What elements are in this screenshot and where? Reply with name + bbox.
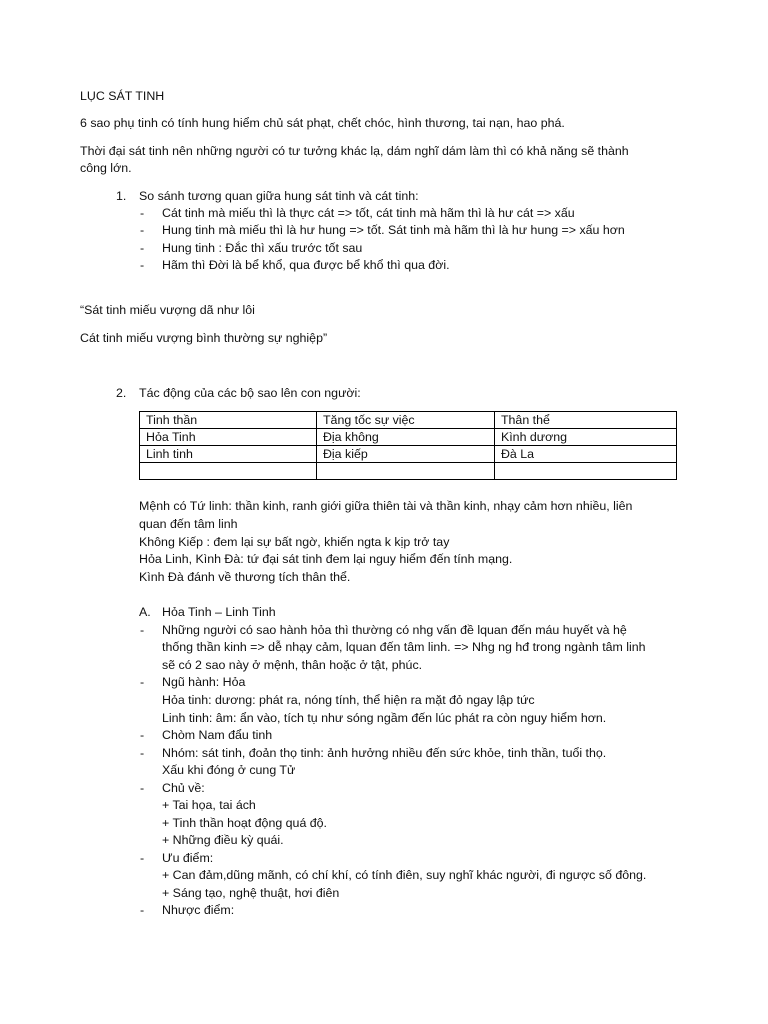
note-line: quan đến tâm linh [139, 517, 238, 531]
bullet-dash: - [140, 206, 145, 220]
section-a-line: Xấu khi đóng ở cung Tử [162, 763, 296, 777]
section-a-line: thống thần kinh => dễ nhạy cảm, lquan đến tâm linh. => Nhg ng hđ trong ngành tâm linh [162, 640, 646, 654]
section-a-line: Chủ về: [162, 781, 205, 795]
table-row [140, 412, 677, 429]
section-a-line: + Sáng tạo, nghệ thuật, hơi điên [162, 886, 340, 900]
section-a-line: + Những điều kỳ quái. [162, 833, 284, 847]
section-a-line: + Tinh thần hoạt động quá độ. [162, 816, 328, 830]
bullet-dash: - [140, 223, 145, 237]
section-2-heading: Tác động của các bộ sao lên con người: [139, 386, 361, 400]
section-a-heading: Hỏa Tinh – Linh Tinh [162, 605, 276, 619]
intro-line-3: công lớn. [80, 161, 132, 175]
note-line: Không Kiếp : đem lại sự bất ngờ, khiến ngta k kịp trở tay [139, 535, 450, 549]
section-a-line: Hỏa tinh: dương: phát ra, nóng tính, thể hiện ra mặt đỏ ngay lập tức [162, 693, 535, 707]
bullet-dash: - [140, 623, 145, 637]
table-cell: Tăng tốc sự việc [316, 412, 494, 429]
table-cell: Tinh thần [140, 412, 317, 429]
star-groups-table [139, 411, 677, 480]
section-1-bullet: Hãm thì Đời là bể khổ, qua được bể khổ thì qua đời. [162, 258, 450, 272]
section-a-line: Chòm Nam đẩu tinh [162, 728, 273, 742]
note-line: Kình Đà đánh về thương tích thân thể. [139, 570, 351, 584]
bullet-dash: - [140, 241, 145, 255]
bullet-dash: - [140, 728, 145, 742]
table-row [140, 463, 677, 480]
table-cell [316, 463, 494, 480]
quote-line-2: Cát tinh miếu vượng bình thường sự nghiệp” [80, 331, 328, 345]
table-cell [494, 463, 676, 480]
section-1-bullet: Hung tinh mà miếu thì là hư hung => tốt. Sát tinh mà hãm thì là hư hung => xấu hơn [162, 223, 625, 237]
table-cell: Đà La [494, 446, 676, 463]
section-a-line: Nhược điểm: [162, 903, 235, 917]
bullet-dash: - [140, 675, 145, 689]
bullet-dash: - [140, 781, 145, 795]
table-row [140, 429, 677, 446]
table-cell [140, 463, 317, 480]
section-2-number: 2. [116, 386, 127, 400]
table-cell: Địa kiếp [316, 446, 494, 463]
doc-title: LỤC SÁT TINH [80, 89, 165, 103]
section-a-line: Ngũ hành: Hỏa [162, 675, 246, 689]
section-a-line: Nhóm: sát tinh, đoản thọ tinh: ảnh hưởng nhiều đến sức khỏe, tinh thần, tuổi thọ. [162, 746, 607, 760]
section-a-line: + Can đảm,dũng mãnh, có chí khí, có tính điên, suy nghĩ khác người, đi ngược số đông. [162, 868, 647, 882]
table-cell: Thân thể [494, 412, 676, 429]
section-a-line: Những người có sao hành hỏa thì thường có nhg vấn đề lquan đến máu huyết và hệ [162, 623, 627, 637]
section-a-line: + Tai họa, tai ách [162, 798, 256, 812]
bullet-dash: - [140, 258, 145, 272]
section-1-bullet: Cát tinh mà miếu thì là thực cát => tốt, cát tinh mà hãm thì là hư cát => xấu [162, 206, 575, 220]
section-a-line: sẽ có 2 sao này ở mệnh, thân hoặc ở tật, phúc. [162, 658, 423, 672]
table-row [140, 446, 677, 463]
section-1-heading: So sánh tương quan giữa hung sát tinh và cát tinh: [139, 189, 419, 203]
table-cell: Kình dương [494, 429, 676, 446]
table-cell: Hỏa Tinh [140, 429, 317, 446]
section-1-number: 1. [116, 189, 127, 203]
note-line: Hỏa Linh, Kình Đà: tứ đại sát tinh đem lại nguy hiểm đến tính mạng. [139, 552, 513, 566]
section-a-letter: A. [139, 605, 151, 619]
bullet-dash: - [140, 746, 145, 760]
table-cell: Linh tinh [140, 446, 317, 463]
section-1-bullet: Hung tinh : Đắc thì xấu trước tốt sau [162, 241, 363, 255]
bullet-dash: - [140, 903, 145, 917]
bullet-dash: - [140, 851, 145, 865]
table-cell: Địa không [316, 429, 494, 446]
quote-line-1: “Sát tinh miếu vượng dã như lôi [80, 303, 255, 317]
section-a-line: Linh tinh: âm: ẩn vào, tích tụ như sóng ngầm đến lúc phát ra còn nguy hiểm hơn. [162, 711, 607, 725]
intro-line-1: 6 sao phụ tinh có tính hung hiểm chủ sát phạt, chết chóc, hình thương, tai nạn, hao phá. [80, 116, 565, 130]
intro-line-2: Thời đại sát tinh nên những người có tư tưởng khác lạ, dám nghĩ dám làm thì có khả năng sẽ thành [80, 144, 629, 158]
note-line: Mệnh có Tứ linh: thần kinh, ranh giới giữa thiên tài và thần kinh, nhạy cảm hơn nhiều, liên [139, 499, 633, 513]
section-a-line: Ưu điểm: [162, 851, 214, 865]
